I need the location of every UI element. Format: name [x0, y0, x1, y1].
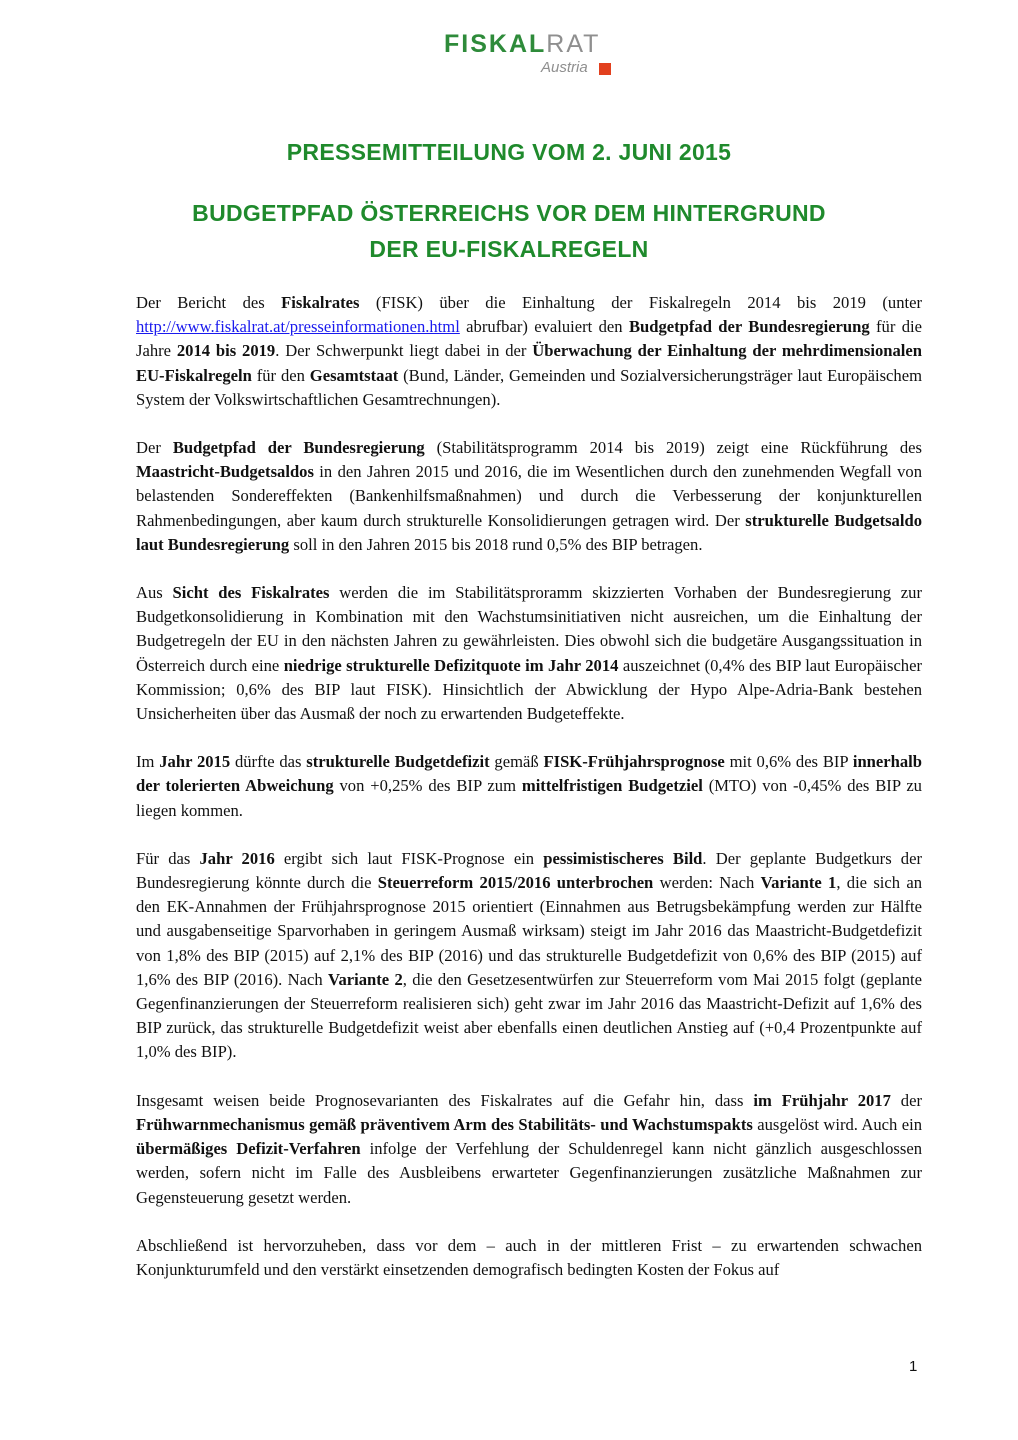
bold-text: Jahr 2015 — [159, 752, 231, 772]
logo-rat-text: RAT — [546, 30, 601, 58]
bold-text: Frühwarnmechanismus gemäß präventivem Arm des Stabilitäts- und Wachstumspakts — [136, 1114, 753, 1134]
text-run: Für das — [136, 848, 200, 868]
bold-text: Maastricht-Budgetsaldos — [136, 462, 314, 482]
text-run: abrufbar) evaluiert den — [459, 317, 629, 337]
text-run: infolge der Verfehlung der Schuldenregel kann nicht gänzlich ausgeschlossen werden, sofern nicht im Falle des Ausbleibens erwarteter Gegenfinanzierungen zusätzliche Maßnahmen zur Gegensteuerung gesetzt werden. — [136, 1139, 922, 1207]
text-run: auszeichnet (0,4% des BIP laut Europäischer Kommission; 0,6% des BIP laut FISK). Hinsichtlich der Abwicklung der Hypo Alpe-Adria-Bank bestehen Unsicherheiten über das Ausmaß der noch zu erwartenden Budgeteffekte. — [136, 655, 922, 724]
press-release-subtitle — [60, 195, 958, 267]
bold-text: Überwachung der Einhaltung der mehrdimensionalen EU-Fiskalregeln — [136, 341, 922, 385]
paragraph-6 — [136, 1089, 922, 1210]
bold-text: niedrige strukturelle Defizitquote im Jahr 2014 — [283, 655, 619, 675]
paragraph-4 — [136, 750, 922, 823]
text-run: soll in den Jahren 2015 bis 2018 rund 0,5% des BIP betragen. — [289, 534, 703, 554]
text-run: ausgelöst wird. Auch ein — [752, 1114, 922, 1134]
text-run: , die sich an den EK-Annahmen der Frühjahrsprognose 2015 orientiert (Einnahmen aus Betrugsbekämpfung werden zur Hälfte und ausgabenseitige Sparvorhaben in geringem Ausmaß wirksam) steigt im Jahr 2016 das Maastricht-Budgetdefizit von 1,8% des BIP (2015) auf 2,1% des BIP (2016) und das strukturelle Budgetdefizit von 0,6% des BIP (2015) auf 1,6% des BIP (2016). Nach — [136, 873, 923, 989]
text-run: (MTO) von -0,45% des BIP zu liegen kommen. — [136, 776, 922, 820]
bold-text: strukturelle Budgetdefizit — [306, 752, 490, 772]
press-info-link[interactable]: http://www.fiskalrat.at/presseinformationen.html — [136, 317, 460, 337]
paragraph-1 — [136, 291, 922, 412]
page-number: 1 — [909, 1358, 918, 1375]
text-run: (Bund, Länder, Gemeinden und Sozialversicherungsträger laut Europäischem System der Volkswirtschaftlichen Gesamtrechnungen). — [136, 365, 922, 409]
text-run: (Stabilitätsprogramm 2014 bis 2019) zeigt eine Rückführung des — [424, 438, 922, 458]
text-run: von +0,25% des BIP zum — [333, 776, 522, 796]
bold-text: FISK-Frühjahrsprognose — [543, 752, 725, 772]
bold-text: mittelfristigen Budgetziel — [521, 776, 703, 796]
bold-text: Budgetpfad der Bundesregierung — [172, 438, 425, 458]
paragraph-7 — [136, 1234, 922, 1282]
paragraph-2 — [136, 436, 922, 557]
text-run: Aus — [136, 583, 173, 603]
bold-text: Variante 2 — [327, 969, 403, 989]
text-run: ergibt sich laut FISK-Prognose ein — [274, 848, 544, 868]
text-run: . Der geplante Budgetkurs der Bundesregierung könnte durch die — [136, 848, 922, 893]
text-run: für den — [251, 365, 310, 385]
subtitle-line-2: DER EU-FISKALREGELN — [369, 236, 649, 262]
bold-text: Sicht des Fiskalrates — [172, 583, 330, 603]
logo-austria-text: Austria — [541, 59, 588, 76]
logo-red-square-icon — [599, 63, 611, 75]
text-run: Im — [136, 752, 160, 772]
body-text — [136, 291, 922, 1306]
bold-text: übermäßiges Defizit-Verfahren — [136, 1139, 361, 1159]
paragraph-5 — [136, 847, 922, 1065]
bold-text: im Frühjahr 2017 — [753, 1090, 891, 1110]
logo-fiskal-text: FISKAL — [444, 30, 547, 58]
paragraph-3 — [136, 581, 922, 726]
bold-text: strukturelle Budgetsaldo laut Bundesregierung — [136, 510, 922, 554]
text-run: dürfte das — [230, 752, 307, 772]
bold-text: Variante 1 — [760, 873, 837, 893]
text-run: Insgesamt weisen beide Prognosevarianten des Fiskalrates auf die Gefahr hin, dass — [136, 1090, 754, 1110]
subtitle-line-1: BUDGETPFAD ÖSTERREICHS VOR DEM HINTERGRUND — [192, 200, 826, 226]
bold-text: Gesamtstaat — [309, 365, 399, 385]
text-run: gemäß — [489, 752, 544, 772]
text-run: der — [890, 1090, 922, 1110]
bold-text: pessimistischeres Bild — [543, 848, 703, 868]
text-run: (FISK) über die Einhaltung der Fiskalregeln 2014 bis 2019 (unter — [359, 293, 923, 312]
text-run: Der — [136, 438, 173, 458]
text-run: in den Jahren 2015 und 2016, die im Wesentlichen durch den zunehmenden Wegfall von belastenden Sondereffekten (Bankenhilfsmaßnahmen) und durch die Verbesserung der konjunkturellen Rahmenbedingungen, aber kaum durch strukturelle Konsolidierungen getragen wird. Der — [136, 462, 922, 530]
text-run: . Der Schwerpunkt liegt dabei in der — [275, 341, 533, 361]
text-run: Der Bericht des — [136, 293, 282, 312]
text-run: , die den Gesetzesentwürfen zur Steuerreform vom Mai 2015 folgt (geplante Gegenfinanzierungen der Steuerreform realisieren sich) geht zwar im Jahr 2016 das Maastricht-Defizit auf 1,6% des BIP zurück, das strukturelle Budgetdefizit weist aber ebenfalls einen deutlichen Anstieg auf (+0,4 Prozentpunkte auf 1,0% des BIP). — [136, 969, 922, 1062]
text-run: für die Jahre — [136, 317, 922, 361]
bold-text: 2014 bis 2019 — [176, 341, 276, 361]
bold-text: Budgetpfad der Bundesregierung — [628, 317, 870, 337]
text-run: mit 0,6% des BIP — [724, 752, 853, 772]
bold-text: Steuerreform 2015/2016 unterbrochen — [377, 873, 654, 893]
text-run: werden: Nach — [653, 873, 761, 893]
bold-text: Jahr 2016 — [199, 848, 275, 868]
text-run: Abschließend ist hervorzuheben, dass vor dem – auch in der mittleren Frist – zu erwartenden schwachen Konjunkturumfeld und den verstärkt einsetzenden demografisch bedingten Kosten der Fokus auf — [136, 1235, 922, 1279]
bold-text: Fiskalrates — [281, 293, 360, 312]
text-run: werden die im Stabilitätsproramm skizzierten Vorhaben der Bundesregierung zur Budgetkonsolidierung in Kombination mit den Wachstumsinitiativen nicht ausreichen, um die Einhaltung der Budgetregeln der EU in den nächsten Jahren zu gewährleisten. Dies obwohl sich die budgetäre Ausgangssituation in Österreich durch eine — [136, 583, 922, 675]
press-release-title: PRESSEMITTEILUNG VOM 2. JUNI 2015 — [286, 139, 732, 165]
fiskalrat-logo — [444, 30, 624, 90]
bold-text: innerhalb der tolerierten Abweichung — [136, 752, 923, 796]
